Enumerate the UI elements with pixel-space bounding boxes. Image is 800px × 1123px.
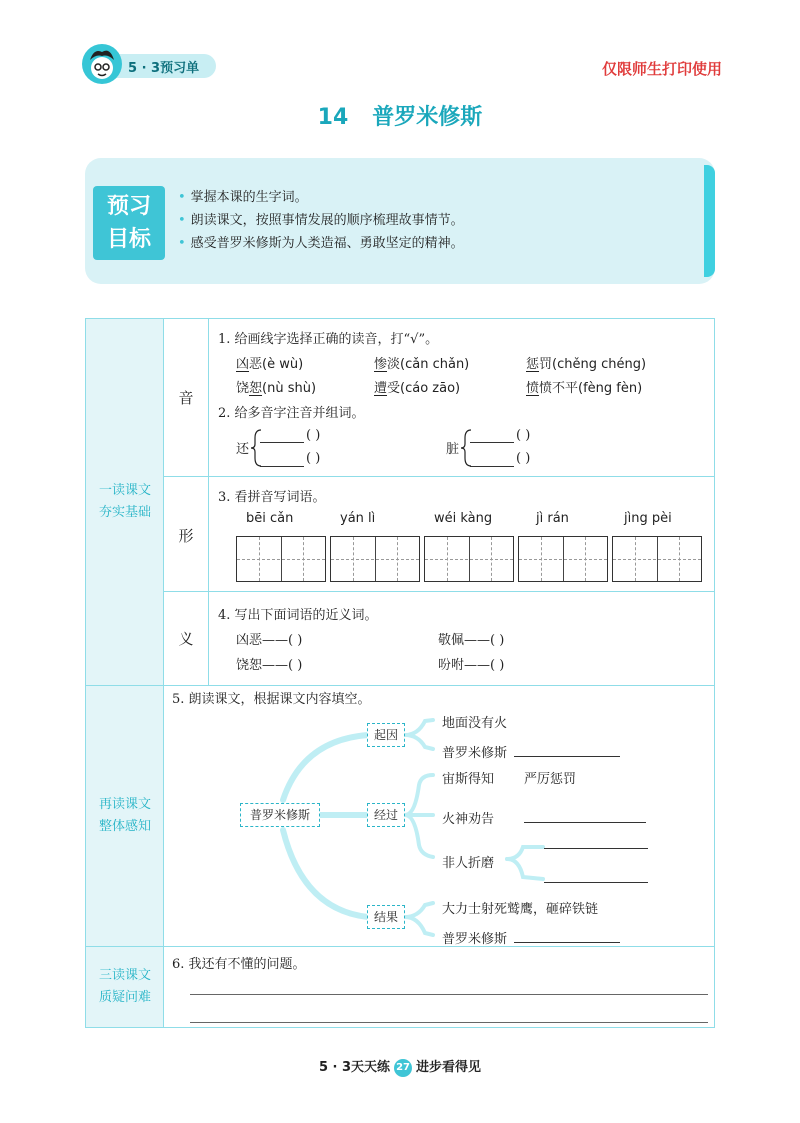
cause-item: 普罗米修斯 <box>442 746 508 761</box>
answer-blank[interactable] <box>524 822 646 823</box>
process-item: 火神劝告 <box>442 812 495 827</box>
result-item: 普罗米修斯 <box>442 932 508 947</box>
pinyin-word: jìng pèi <box>624 511 672 526</box>
page-title <box>0 100 800 131</box>
process-item: 严厉惩罚 <box>524 772 577 787</box>
pinyin-paren: ( ) <box>516 428 531 443</box>
brace-icon <box>250 428 262 468</box>
writing-grid[interactable] <box>424 536 514 582</box>
writing-grid[interactable] <box>330 536 420 582</box>
pinyin-paren: ( ) <box>516 451 531 466</box>
answer-line[interactable] <box>190 1022 708 1023</box>
mindmap-process: 经过 <box>367 803 405 827</box>
synonym-item: 凶恶——( ) <box>236 633 303 648</box>
print-note: 仅限师生打印使用 <box>601 60 722 78</box>
section-label-first: 一读课文 夯实基础 <box>98 483 151 520</box>
writing-grid[interactable] <box>518 536 608 582</box>
pronunciation-item: 愤愤不平(fèng fèn) <box>526 381 643 396</box>
question-1: 1. 给画线字选择正确的读音，打“√”。 <box>218 332 439 347</box>
footer <box>0 1056 800 1077</box>
pronunciation-item: 惨淡(cǎn chǎn) <box>374 357 470 372</box>
sound-label: 音 <box>178 389 194 407</box>
mindmap-center: 普罗米修斯 <box>240 803 320 827</box>
answer-blank[interactable] <box>544 882 648 883</box>
pinyin-word: bēi cǎn <box>246 511 294 526</box>
goals-tag <box>93 186 165 260</box>
question-3: 3. 看拼音写词语。 <box>218 490 326 505</box>
polyphone-char: 还 <box>236 442 250 457</box>
synonym-item: 饶恕——( ) <box>236 658 303 673</box>
goals-panel-edge <box>704 165 715 277</box>
answer-blank[interactable] <box>260 442 304 443</box>
pinyin-paren: ( ) <box>306 428 321 443</box>
meaning-label: 义 <box>178 630 194 648</box>
lesson-number: 14 <box>317 105 349 130</box>
goals-tag-line1: 预习 <box>106 194 151 219</box>
mindmap-result: 结果 <box>367 905 405 929</box>
cause-item: 地面没有火 <box>442 716 508 731</box>
pinyin-word: yán lì <box>340 511 376 526</box>
section-label-second: 再读课文 整体感知 <box>98 797 151 834</box>
question-6: 6. 我还有不懂的问题。 <box>172 957 306 972</box>
shape-label: 形 <box>178 527 194 545</box>
goals-tag-line2: 目标 <box>106 227 151 252</box>
writing-grid[interactable] <box>612 536 702 582</box>
footer-left: 5 · 3天天练 <box>318 1060 391 1075</box>
pinyin-word: wéi kàng <box>434 511 493 526</box>
pronunciation-item: 遭受(cáo zāo) <box>374 381 461 396</box>
bullet-icon: • <box>178 213 186 228</box>
question-5: 5. 朗读课文，根据课文内容填空。 <box>172 692 371 707</box>
answer-blank[interactable] <box>470 466 514 467</box>
mascot-avatar <box>82 44 122 84</box>
mindmap-cause: 起因 <box>367 723 405 747</box>
process-item: 非人折磨 <box>442 856 495 871</box>
section-label-third: 三读课文 质疑问难 <box>98 968 151 1005</box>
synonym-item: 吩咐——( ) <box>438 658 505 673</box>
series-badge: 5 · 3预习单 <box>128 61 200 76</box>
goal-item: • 朗读课文，按照事情发展的顺序梳理故事情节。 <box>178 213 464 228</box>
lesson-title: 普罗米修斯 <box>372 105 483 130</box>
bullet-icon: • <box>178 190 186 205</box>
goal-item: • 感受普罗米修斯为人类造福、勇敢坚定的精神。 <box>178 236 464 251</box>
result-item: 大力士射死鹫鹰，砸碎铁链 <box>442 902 599 917</box>
footer-right: 进步看得见 <box>416 1060 482 1075</box>
answer-blank[interactable] <box>514 756 620 757</box>
answer-blank[interactable] <box>260 466 304 467</box>
writing-grid[interactable] <box>236 536 326 582</box>
answer-blank[interactable] <box>544 848 648 849</box>
question-2: 2. 给多音字注音并组词。 <box>218 406 365 421</box>
pronunciation-item: 凶恶(è wù) <box>236 357 304 372</box>
pinyin-word: jì rán <box>536 511 569 526</box>
goal-item: • 掌握本课的生字词。 <box>178 190 308 205</box>
answer-blank[interactable] <box>514 942 620 943</box>
goals-list <box>178 186 464 255</box>
pronunciation-item: 饶恕(nù shù) <box>236 381 317 396</box>
polyphone-char: 脏 <box>446 442 460 457</box>
page-number: 27 <box>394 1059 412 1077</box>
question-4: 4. 写出下面词语的近义词。 <box>218 608 378 623</box>
brace-icon <box>460 428 472 468</box>
synonym-item: 敬佩——( ) <box>438 633 505 648</box>
answer-blank[interactable] <box>470 442 514 443</box>
bullet-icon: • <box>178 236 186 251</box>
answer-line[interactable] <box>190 994 708 995</box>
pinyin-paren: ( ) <box>306 451 321 466</box>
process-item: 宙斯得知 <box>442 772 495 787</box>
pronunciation-item: 惩罚(chěng chéng) <box>526 357 647 372</box>
